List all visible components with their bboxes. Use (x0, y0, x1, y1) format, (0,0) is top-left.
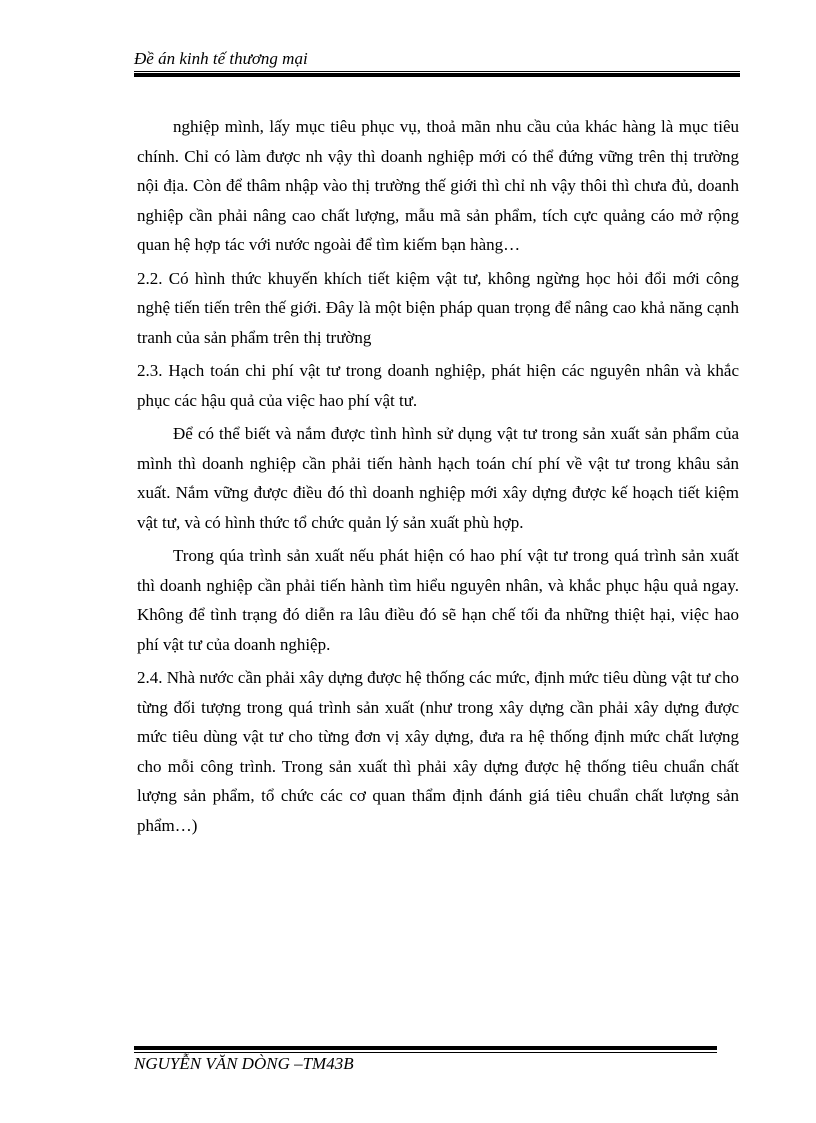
paragraph-2-2: 2.2. Có hình thức khuyến khích tiết kiệm vật tư, không ngừng học hỏi đổi mới công nghệ tiến tiến trên thế giới. Đây là một biện pháp quan trọng để nâng cao khả năng cạnh tranh của sản phẩm trên thị trường (137, 268, 739, 347)
footer-author: NGUYỄN VĂN DÒNG –TM43B (134, 1054, 354, 1073)
paragraph-hach-toan: Để có thể biết và nắm được tình hình sử dụng vật tư trong sản xuất sản phẩm của mình thì doanh nghiệp cần phải tiến hành hạch toán chí phí về vật tư trong khâu sản xuất. Nắm vững được điều đó thì doanh nghiệp mới xây dựng được kế hoạch tiết kiệm vật tư, và có hình thức tổ chức quản lý sản xuất phù hợp. (137, 424, 739, 532)
paragraph-qua-trinh: Trong qúa trình sản xuất nếu phát hiện có hao phí vật tư trong quá trình sản xuất thì doanh nghiệp cần phải tiến hành tìm hiểu nguyên nhân, và khắc phục hậu quả ngay. Không để tình trạng đó diễn ra lâu điều đó sẽ hạn chế tối đa những thiệt hại, việc hao phí vật tư của doanh nghiệp. (137, 546, 739, 654)
document-body (137, 112, 739, 840)
header-rule-thick (134, 73, 740, 77)
paragraph-2-3: 2.3. Hạch toán chi phí vật tư trong doanh nghiệp, phát hiện các nguyên nhân và khắc phục các hậu quả của việc hao phí vật tư. (137, 361, 739, 410)
paragraph-2-4: 2.4. Nhà nước cần phải xây dựng được hệ thống các mức, định mức tiêu dùng vật tư cho từng đối tượng trong quá trình sản xuất (như trong xây dựng cần phải xây dựng được mức tiêu dùng vật tư cho từng đơn vị xây dựng, đưa ra hệ thống định mức chất lượng cho mỗi công trình. Trong sản xuất thì phải xây dựng được hệ thống tiêu chuẩn chất lượng sản phẩm, tổ chức các cơ quan thẩm định đánh giá tiêu chuẩn chất lượng sản phẩm…) (137, 668, 739, 835)
paragraph-continuation: nghiệp mình, lấy mục tiêu phục vụ, thoả mãn nhu cầu của khác hàng là mục tiêu chính. Chỉ có làm được nh vậy thì doanh nghiệp mới có thể đứng vững trên thị trường nội địa. Còn để thâm nhập vào thị trường thế giới thì chỉ nh vậy thôi thì chưa đủ, doanh nghiệp cần phải nâng cao chất lượng, mẫu mã sản phẩm, tích cực quảng cáo mở rộng quan hệ hợp tác với nước ngoài để tìm kiếm bạn hàng… (137, 117, 739, 254)
header-rule-thin (134, 71, 740, 72)
footer-rule-thin (134, 1052, 717, 1053)
footer-rule-thick (134, 1046, 717, 1050)
header-title: Đề án kinh tế thương mại (134, 49, 308, 68)
